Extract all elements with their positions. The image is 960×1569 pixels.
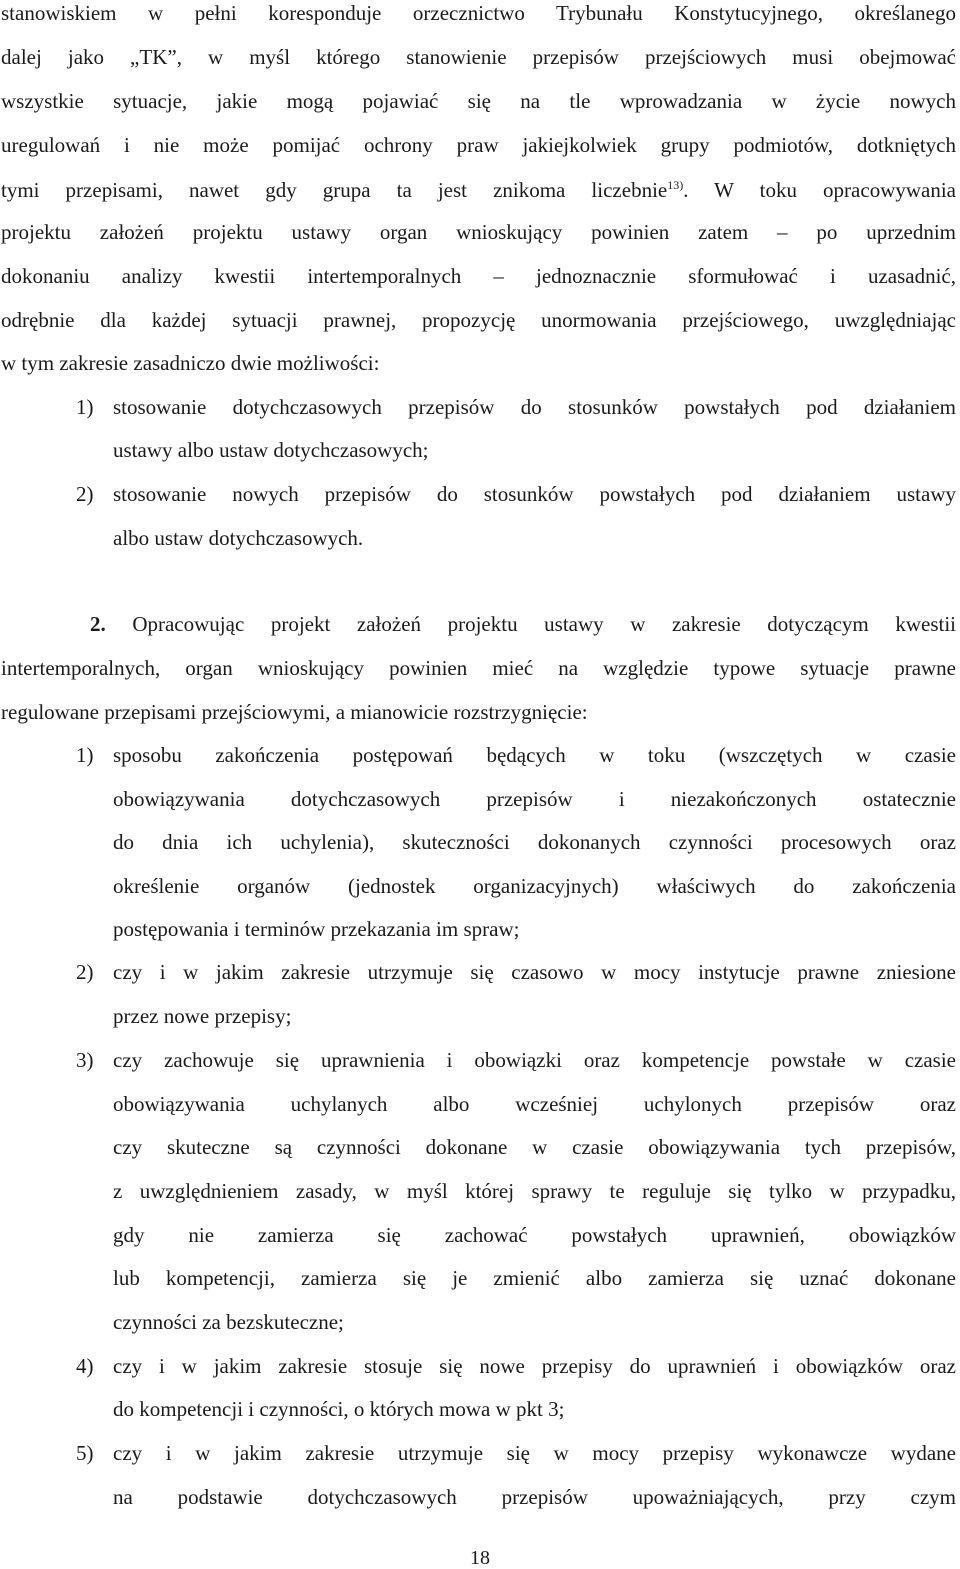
list-item-line: stosowanie dotychczasowych przepisów do stosunków powstałych pod działaniem	[113, 395, 956, 419]
list-item-line: czy i w jakim zakresie utrzymuje się w mocy przepisy wykonawcze wydane	[113, 1441, 956, 1465]
list-item-number: 4)	[76, 1354, 94, 1378]
list-item-line: stosowanie nowych przepisów do stosunków powstałych pod działaniem ustawy	[113, 482, 956, 506]
list-item-line: przez nowe przepisy;	[113, 1004, 292, 1028]
section-first-line	[90, 614, 956, 635]
list-item-number: 5)	[76, 1441, 94, 1465]
footnote-reference: 13)	[667, 178, 684, 192]
paragraph-line: uregulowań i nie może pomijać ochrony praw jakiejkolwiek grupy podmiotów, dotkniętych	[1, 133, 956, 157]
list-item-line: czy i w jakim zakresie utrzymuje się czasowo w mocy instytucje prawne zniesione	[113, 960, 956, 984]
section-number: 2.	[90, 612, 106, 636]
list-item-line: czy zachowuje się uprawnienia i obowiązki oraz kompetencje powstałe w czasie	[113, 1048, 956, 1072]
paragraph-text: . W toku opracowywania	[683, 178, 956, 202]
list-item-number: 3)	[76, 1048, 94, 1072]
list-item-number: 1)	[76, 743, 94, 767]
list-item-line: postępowania i terminów przekazania im spraw;	[113, 917, 520, 941]
section-text: Opracowując projekt założeń projektu ustawy w zakresie dotyczącym kwestii	[132, 612, 956, 636]
list-item-line: czynności za bezskuteczne;	[113, 1310, 344, 1334]
list-item-line: sposobu zakończenia postępowań będących w toku (wszczętych w czasie	[113, 743, 956, 767]
list-item-line: z uwzględnieniem zasady, w myśl której sprawy te reguluje się tylko w przypadku,	[113, 1179, 956, 1203]
paragraph-line: wszystkie sytuacje, jakie mogą pojawiać się na tle wprowadzania w życie nowych	[1, 89, 956, 113]
paragraph-line-with-footnote	[1, 179, 956, 201]
paragraph-line: projektu założeń projektu ustawy organ wnioskujący powinien zatem – po uprzednim	[1, 220, 956, 244]
list-item-line: albo ustaw dotychczasowych.	[113, 526, 364, 550]
list-item-line: czy skuteczne są czynności dokonane w czasie obowiązywania tych przepisów,	[113, 1135, 956, 1159]
list-item-line: czy i w jakim zakresie stosuje się nowe przepisy do uprawnień i obowiązków oraz	[113, 1354, 956, 1378]
paragraph-line: dokonaniu analizy kwestii intertemporalnych – jednoznacznie sformułować i uzasadnić,	[1, 264, 956, 288]
list-item-line: określenie organów (jednostek organizacyjnych) właściwych do zakończenia	[113, 874, 956, 898]
list-item-line: do kompetencji i czynności, o których mowa w pkt 3;	[113, 1397, 565, 1421]
paragraph-line: dalej jako „TK”, w myśl którego stanowienie przepisów przejściowych musi obejmować	[1, 45, 956, 69]
paragraph-text: tymi przepisami, nawet gdy grupa ta jest znikoma liczebnie	[1, 178, 668, 202]
list-item-line: lub kompetencji, zamierza się je zmienić albo zamierza się uznać dokonane	[113, 1266, 956, 1290]
list-item-number: 1)	[76, 395, 94, 419]
list-item-line: obowiązywania dotychczasowych przepisów i niezakończonych ostatecznie	[113, 787, 956, 811]
list-item-number: 2)	[76, 960, 94, 984]
list-item-line: obowiązywania uchylanych albo wcześniej uchylonych przepisów oraz	[113, 1092, 956, 1116]
paragraph-line: stanowiskiem w pełni koresponduje orzecznictwo Trybunału Konstytucyjnego, określanego	[1, 1, 956, 25]
list-item-line: ustawy albo ustaw dotychczasowych;	[113, 438, 429, 462]
list-item-line: do dnia ich uchylenia), skuteczności dokonanych czynności procesowych oraz	[113, 830, 956, 854]
paragraph-line: odrębnie dla każdej sytuacji prawnej, propozycję unormowania przejściowego, uwzględniając	[1, 308, 956, 332]
list-item-line: na podstawie dotychczasowych przepisów upoważniających, przy czym	[113, 1485, 956, 1509]
list-item-number: 2)	[76, 482, 94, 506]
paragraph-line: w tym zakresie zasadniczo dwie możliwości:	[1, 351, 380, 375]
page-number: 18	[470, 1547, 490, 1569]
list-item-line: gdy nie zamierza się zachować powstałych uprawnień, obowiązków	[113, 1223, 956, 1247]
paragraph-line: regulowane przepisami przejściowymi, a mianowicie rozstrzygnięcie:	[1, 700, 588, 724]
paragraph-line: intertemporalnych, organ wnioskujący powinien mieć na względzie typowe sytuacje prawne	[1, 656, 956, 680]
